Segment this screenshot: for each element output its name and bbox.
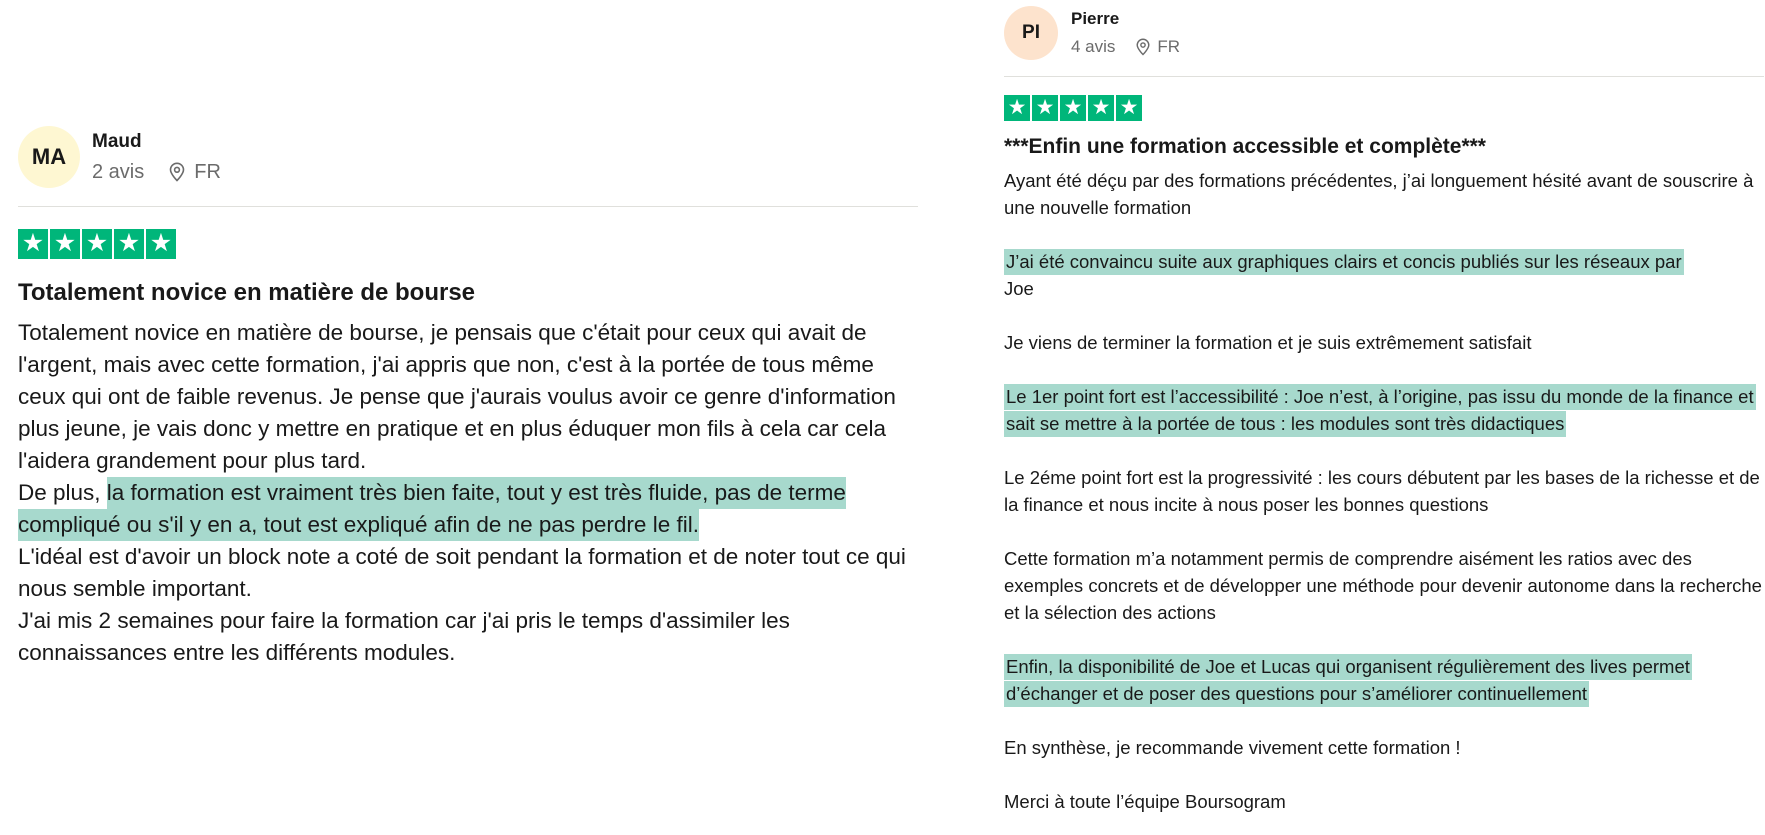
review-count: 2 avis <box>92 160 145 183</box>
star-icon: ★ <box>1088 95 1114 121</box>
divider <box>18 206 918 207</box>
review-header <box>1004 6 1764 60</box>
review-count: 4 avis <box>1071 37 1116 56</box>
avatar-initials: PI <box>1022 22 1040 43</box>
location-pin-icon <box>168 162 186 182</box>
review-paragraph: Merci à toute l’équipe Boursogram <box>1004 791 1286 812</box>
star-icon: ★ <box>1116 95 1142 121</box>
location-pin-icon <box>1135 38 1151 56</box>
review-paragraph: Cette formation m’a notamment permis de comprendre aisément les ratios avec des exemples concrets et de développer une méthode pour devenir autonome dans la recherche et la sélection des actions <box>1004 548 1762 623</box>
review-paragraph: L'idéal est d'avoir un block note a coté de soit pendant la formation et de noter tout ce qui nous semble important. <box>18 544 906 601</box>
review-header <box>18 126 918 188</box>
highlighted-text: Le 1er point fort est l’accessibilité : Joe n’est, à l’origine, pas issu du monde de la finance et sait se mettre à la portée de tous : les modules sont très didactiques <box>1004 384 1756 437</box>
reviewer-name[interactable]: Maud <box>92 130 142 152</box>
review-text: De plus, <box>18 480 107 505</box>
review-body <box>1004 167 1764 815</box>
review-title[interactable]: Totalement novice en matière de bourse <box>18 279 476 306</box>
star-icon: ★ <box>146 229 176 259</box>
review-paragraph: Le 2éme point fort est la progressivité : les cours débutent par les bases de la richesse et de la finance et nous incite à nous poser les bonnes questions <box>1004 467 1760 515</box>
star-rating <box>18 229 918 259</box>
review-paragraph <box>1004 653 1764 707</box>
review-text: Joe <box>1004 278 1034 299</box>
star-icon: ★ <box>1032 95 1058 121</box>
user-info <box>1071 9 1180 57</box>
review-card-maud <box>18 126 918 669</box>
star-icon: ★ <box>50 229 80 259</box>
review-paragraph: J'ai mis 2 semaines pour faire la formation car j'ai pris le temps d'assimiler les connaissances entre les différents modules. <box>18 608 790 665</box>
review-paragraph: Totalement novice en matière de bourse, je pensais que c'était pour ceux qui avait de l'argent, mais avec cette formation, j'ai appris que non, c'est à la portée de tous même ceux qui ont de faible revenus. Je pense que j'aurais voulus avoir ce genre d'information plus jeune, je vais donc y mettre en pratique et en plus éduquer mon fils à cela car cela l'aidera grandement pour plus tard. <box>18 320 896 473</box>
avatar[interactable] <box>18 126 80 188</box>
review-paragraph <box>18 477 918 541</box>
star-rating <box>1004 95 1764 121</box>
review-paragraph <box>1004 383 1764 437</box>
star-icon: ★ <box>1060 95 1086 121</box>
review-paragraph: Je viens de terminer la formation et je suis extrêmement satisfait <box>1004 332 1532 353</box>
highlighted-text: Enfin, la disponibilité de Joe et Lucas qui organisent régulièrement des lives permet d’échanger et de poser des questions pour s’améliorer continuellement <box>1004 654 1692 707</box>
reviewer-country: FR <box>1157 37 1181 56</box>
avatar-initials: MA <box>31 144 67 169</box>
user-info <box>92 131 221 184</box>
reviewer-meta <box>1071 37 1180 57</box>
reviewer-meta <box>92 161 221 184</box>
review-title[interactable]: ***Enfin une formation accessible et complète*** <box>1004 135 1486 158</box>
review-paragraph: En synthèse, je recommande vivement cette formation ! <box>1004 737 1461 758</box>
reviewer-name[interactable]: Pierre <box>1071 9 1120 28</box>
review-paragraph: Ayant été déçu par des formations précédentes, j’ai longuement hésité avant de souscrire à une nouvelle formation <box>1004 170 1754 218</box>
star-icon: ★ <box>82 229 112 259</box>
highlighted-text: J’ai été convaincu suite aux graphiques clairs et concis publiés sur les réseaux par <box>1004 249 1684 275</box>
review-body <box>18 317 918 669</box>
divider <box>1004 76 1764 77</box>
highlighted-text: la formation est vraiment très bien faite, tout y est très fluide, pas de terme compliqué ou s'il y en a, tout est expliqué afin de ne pas perdre le fil. <box>18 477 846 541</box>
avatar[interactable] <box>1004 6 1058 60</box>
reviewer-country: FR <box>194 160 221 183</box>
review-card-pierre <box>1004 6 1764 835</box>
star-icon: ★ <box>114 229 144 259</box>
review-paragraph <box>1004 248 1764 302</box>
star-icon: ★ <box>18 229 48 259</box>
star-icon: ★ <box>1004 95 1030 121</box>
